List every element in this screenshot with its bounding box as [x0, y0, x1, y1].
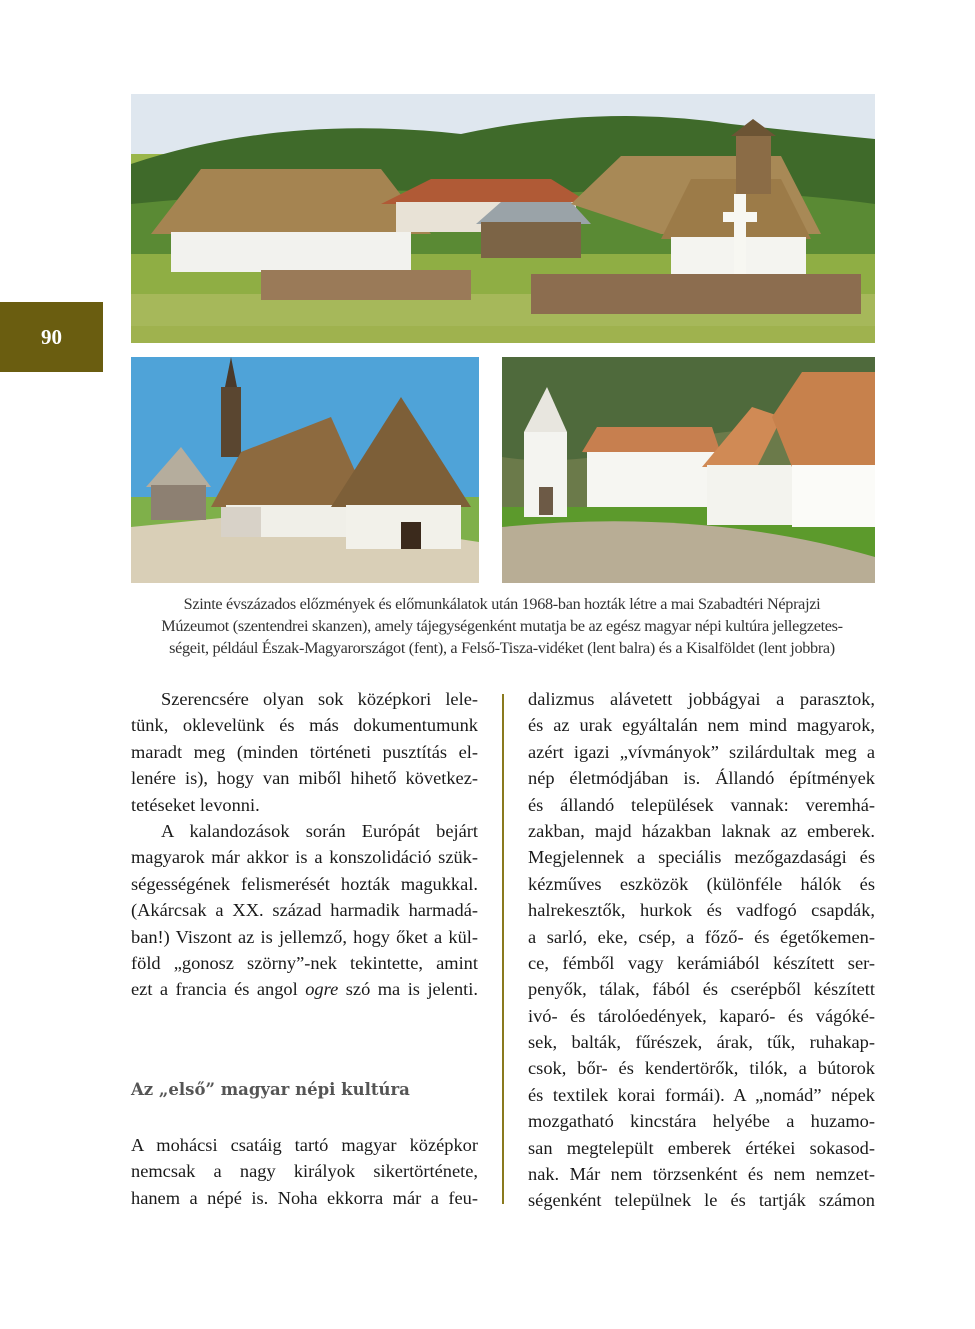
text-line: penyők, tálak, fából és cserépből készített [528, 979, 875, 1000]
text-line: és állandó települések vannak: veremhá- [528, 794, 875, 815]
text-run: szó ma is jelenti. [338, 979, 478, 1000]
text-line: föld „gonosz szörny”-nek tekintette, amint [131, 952, 478, 973]
text-line: nemcsak a nagy királyok sikertörténete, [131, 1161, 478, 1182]
section-heading: Az „első” magyar népi kultúra [131, 1080, 410, 1099]
text-run: ezt a francia és angol [131, 979, 306, 1000]
text-line: ce, fémből vagy kerámiából készített ser- [528, 952, 875, 973]
left-column-continued [131, 1132, 478, 1211]
caption-line: Szinte évszázados előzmények és előmunkálatok után 1968-ban hozták létre a mai Szabadtéri Néprajzi [183, 595, 821, 613]
caption-line: ségeit, például Észak-Magyarországot (fent), a Felső-Tisza-vidéket (lent balra) és a Kisalföldet (lent jobbra) [169, 639, 835, 657]
photo-thatched-houses [131, 94, 875, 343]
text-line: és az urak egyáltalán nem mind magyarok, [528, 715, 875, 736]
text-line: nak. Már nem törzsenként és nem nemzet- [528, 1164, 875, 1185]
page-number: 90 [41, 324, 62, 349]
text-line: ségenként települnek le és tartják számon [528, 1190, 875, 1211]
text-line: maradt meg (minden történeti pusztítás el- [131, 741, 478, 762]
text-line: tetéseket levonni. [131, 794, 260, 815]
text-line: A mohácsi csatáig tartó magyar középkor [131, 1135, 478, 1155]
text-line: csok, bőr- és kendertörők, tilók, a bútorok [528, 1058, 875, 1079]
text-line: ban!) Viszont az is jellemző, hogy őket a kül- [131, 926, 478, 947]
text-line: mozgatható kincstára helyébe a huzamo- [528, 1111, 875, 1132]
photo-kisalfold [502, 357, 875, 583]
text-line: Szerencsére olyan sok középkori lele- [161, 689, 478, 709]
text-line: magyarok már akkor is a konszolidáció szük- [131, 847, 478, 868]
column-divider [502, 694, 504, 1204]
text-line: lenére is), hogy van miből hihető következ- [131, 768, 478, 789]
photo-upper-tisza [131, 357, 479, 583]
text-line: azért igazi „vívmányok” szilárdultak meg a [528, 741, 875, 762]
text-line: hanem a népé is. Noha ekkorra már a feu- [131, 1187, 478, 1208]
text-line [131, 976, 478, 1002]
text-line: halrekesztők, hurkok és vadfogó csapdák, [528, 900, 875, 921]
text-line: (Akárcsak a XX. század harmadik harmadá- [131, 900, 478, 921]
text-line: kézműves eszközök (különféle hálók és [528, 873, 875, 894]
text-line: Megjelennek a speciális mezőgazdasági és [528, 847, 875, 868]
text-line: ivó- és tárolóedények, kaparó- és vágóké- [528, 1005, 875, 1026]
caption-line: Múzeumot (szentendrei skanzen), amely tájegységenként mutatja be az egész magyar népi kultúra jellegzetes- [161, 617, 843, 635]
text-line: san megtelepült emberek értékei sokasod- [528, 1137, 875, 1158]
text-line: A kalandozások során Európát bejárt [161, 820, 478, 841]
text-line: sek, balták, fűrészek, árak, tűk, ruhakap- [528, 1032, 875, 1053]
text-line: nép életmódjában is. Állandó építmények [528, 768, 875, 789]
text-line: a sarló, eke, csép, a főző- és égetőkemen- [528, 926, 875, 947]
left-column [131, 686, 478, 1003]
page-number-tab [0, 302, 103, 372]
emphasis-ogre: ogre [305, 979, 339, 1000]
text-line: és textilek korai formái). A „nomád” népek [528, 1084, 875, 1105]
text-line: dalizmus alávetett jobbágyai a parasztok, [528, 689, 875, 709]
text-line: tünk, oklevelünk és más dokumentumunk [131, 715, 478, 736]
text-line: ségességének felismerését hozták magukkal. [131, 873, 478, 894]
text-line: zakban, majd házakban laknak az emberek. [528, 820, 875, 841]
right-column [528, 686, 875, 1214]
photo-caption [120, 593, 884, 659]
